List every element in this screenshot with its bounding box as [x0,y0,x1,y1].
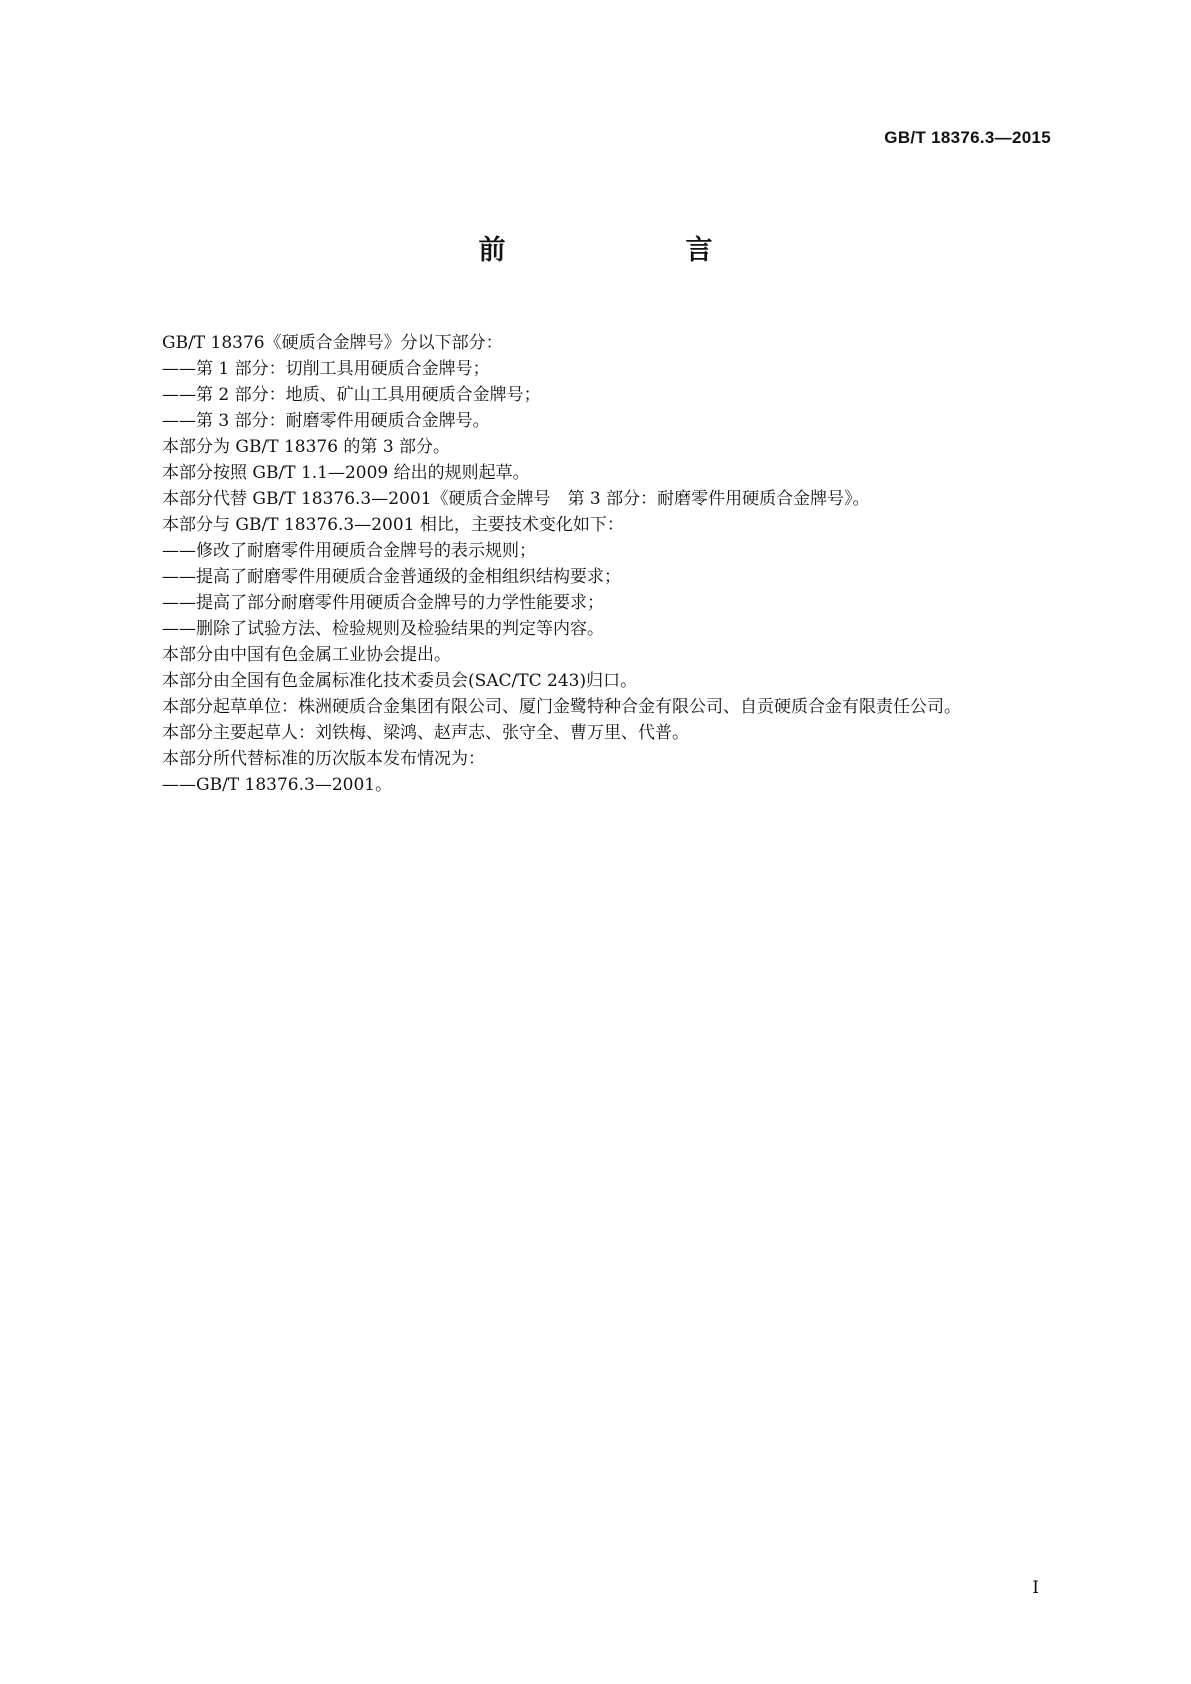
paragraph: 本部分为 GB/T 18376 的第 3 部分。 [162,437,451,457]
paragraph: 本部分起草单位：株洲硬质合金集团有限公司、厦门金鹭特种合金有限公司、自贡硬质合金有限责任公司。 [162,697,961,717]
paragraph: ——提高了部分耐磨零件用硬质合金牌号的力学性能要求； [162,593,604,613]
paragraph: ——修改了耐磨零件用硬质合金牌号的表示规则； [162,541,536,561]
paragraph: ——删除了试验方法、检验规则及检验结果的判定等内容。 [162,619,604,639]
paragraph: ——提高了耐磨零件用硬质合金普通级的金相组织结构要求； [162,567,621,587]
paragraph: ——第 3 部分：耐磨零件用硬质合金牌号。 [162,411,490,431]
paragraph: ——第 2 部分：地质、矿山工具用硬质合金牌号； [162,385,541,405]
page-title: 前 言 [478,235,755,266]
paragraph: 本部分按照 GB/T 1.1—2009 给出的规则起草。 [162,463,530,483]
paragraph: GB/T 18376《硬质合金牌号》分以下部分： [162,333,503,353]
page-number: I [1032,1578,1039,1598]
paragraph: 本部分代替 GB/T 18376.3—2001《硬质合金牌号 第 3 部分：耐磨零件用硬质合金牌号》。 [162,489,870,509]
paragraph: 本部分所代替标准的历次版本发布情况为： [162,749,485,769]
paragraph: ——第 1 部分：切削工具用硬质合金牌号； [162,359,490,379]
standard-code: GB/T 18376.3—2015 [884,128,1051,147]
paragraph: 本部分由全国有色金属标准化技术委员会(SAC/TC 243)归口。 [162,671,638,691]
paragraph: 本部分由中国有色金属工业协会提出。 [162,645,451,665]
paragraph: 本部分主要起草人：刘铁梅、梁鸿、赵声志、张守全、曹万里、代普。 [162,723,689,743]
paragraph: 本部分与 GB/T 18376.3—2001 相比，主要技术变化如下： [162,515,624,535]
preface-body [128,330,1058,798]
paragraph: ——GB/T 18376.3—2001。 [162,775,393,795]
